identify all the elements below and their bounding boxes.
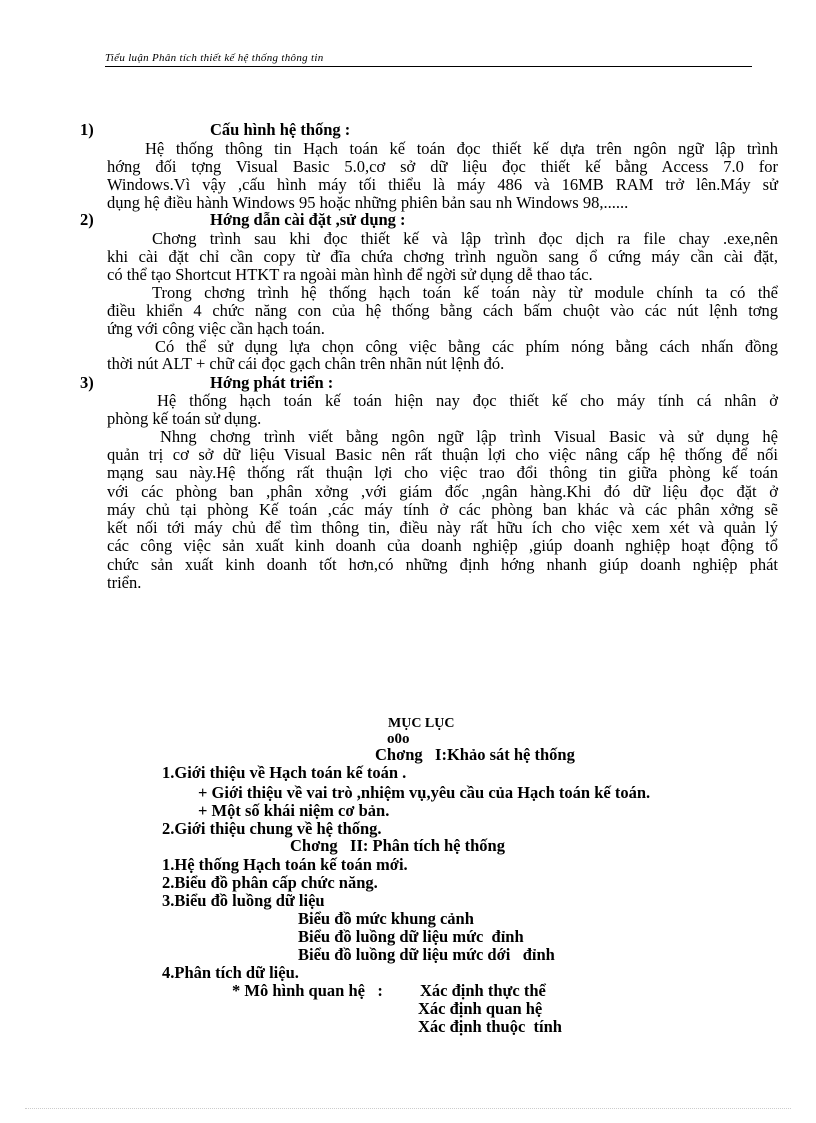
paragraph-line: chức sản xuất kinh doanh tốt hơn,có những định hớng nhanh giúp doanh nghiệp phát xyxy=(107,555,778,574)
toc-item: 2.Giới thiệu chung về hệ thống. xyxy=(162,819,382,838)
paragraph-line: Nhng chơng trình viết bằng ngôn ngữ lập trình Visual Basic và sử dụng hệ xyxy=(160,427,778,446)
paragraph-line: các công việc sản xuất kinh doanh của doanh nghiệp ,giúp doanh nghiệp hoạt động tổ xyxy=(107,536,778,555)
paragraph-line: Hệ thống hạch toán kế toán hiện nay đọc thiết kế cho máy tính cá nhân ở xyxy=(157,391,778,410)
section-title: Hớng phát triển : xyxy=(210,373,334,392)
toc-subitem: * Mô hình quan hệ : xyxy=(232,981,383,1000)
toc-subitem: Xác định thực thể xyxy=(420,981,546,1000)
toc-subitem: + Một số khái niệm cơ bản. xyxy=(198,801,390,820)
paragraph-line: thời nút ALT + chữ cái đọc gạch chân trên nhãn nút lệnh đó. xyxy=(107,354,505,373)
toc-title: MỤC LỤC xyxy=(388,716,455,731)
toc-subitem: + Giới thiệu về vai trò ,nhiệm vụ,yêu cầu của Hạch toán kế toán. xyxy=(198,783,651,802)
section-title: Hớng dẫn cài đặt ,sử dụng : xyxy=(210,210,406,229)
toc-item: 1.Hệ thống Hạch toán kế toán mới. xyxy=(162,855,408,874)
section-title: Cấu hình hệ thống : xyxy=(210,120,351,139)
paragraph-line: Trong chơng trình hệ thống hạch toán kế toán này từ module chính ta có thể xyxy=(152,283,778,302)
paragraph-line: Windows.Vì vậy ,cấu hình máy tối thiểu là máy 486 và 16MB RAM trở lên.Máy sử xyxy=(107,175,778,194)
paragraph-line: triển. xyxy=(107,573,142,592)
paragraph-line: kết nối tới máy chủ để tìm thông tin, điều này rất hữu ích cho việc xem xét và quản lý xyxy=(107,518,778,537)
page-footer-rule xyxy=(25,1108,791,1109)
paragraph-line: khi cài đặt chỉ cần copy từ đĩa chứa chơng trình nguồn sang ổ cứng máy cần cài đặt, xyxy=(107,247,778,266)
section-number: 2) xyxy=(80,210,94,229)
paragraph-line: Có thể sử dụng lựa chọn công việc bằng các phím nóng bằng cách nhấn đồng xyxy=(155,337,778,356)
toc-item: 4.Phân tích dữ liệu. xyxy=(162,963,299,982)
toc-chapter: Chơng I:Khảo sát hệ thống xyxy=(375,745,575,764)
header-rule xyxy=(105,66,752,67)
paragraph-line: quản trị cơ sở dữ liệu Visual Basic nên rất thuận lợi cho việc nâng cấp hệ thống để nối xyxy=(107,445,778,464)
paragraph-line: điều khiển 4 chức năng con của hệ thống bằng cách bấm chuột vào các nút lệnh tơng xyxy=(107,301,778,320)
paragraph-line: phòng kế toán sử dụng. xyxy=(107,409,262,428)
paragraph-line: Hệ thống thông tin Hạch toán kế toán đọc thiết kế dựa trên ngôn ngữ lập trình xyxy=(145,139,778,158)
toc-subitem: Biểu đồ luồng dữ liệu mức đỉnh xyxy=(298,927,524,946)
toc-chapter: Chơng II: Phân tích hệ thống xyxy=(290,836,505,855)
toc-item: 3.Biểu đồ luồng dữ liệu xyxy=(162,891,325,910)
paragraph-line: hớng đối tợng Visual Basic 5.0,cơ sở dữ liệu đọc thiết kế bằng Access 7.0 for xyxy=(107,157,778,176)
toc-item: 1.Giới thiệu về Hạch toán kế toán . xyxy=(162,763,407,782)
paragraph-line: có thể tạo Shortcut HTKT ra ngoài màn hình để ngời sử dụng dễ thao tác. xyxy=(107,265,593,284)
toc-subitem: Biểu đồ mức khung cảnh xyxy=(298,909,474,928)
paragraph-line: máy chủ tại phòng Kế toán ,các máy tính ở các phòng ban khác và các phân xởng sẽ xyxy=(107,500,778,519)
toc-item: 2.Biểu đồ phân cấp chức năng. xyxy=(162,873,378,892)
paragraph-line: mạng sau này.Hệ thống rất thuận lợi cho việc trao đổi thông tin giữa phòng kế toán xyxy=(107,463,778,482)
section-number: 3) xyxy=(80,373,94,392)
paragraph-line: Chơng trình sau khi đọc thiết kế và lập trình đọc dịch ra file chay .exe,nên xyxy=(152,229,778,248)
toc-subitem: Xác định thuộc tính xyxy=(418,1017,562,1036)
toc-subitem: Xác định quan hệ xyxy=(418,999,543,1018)
paragraph-line: với các phòng ban ,phân xởng ,với giám đốc ,ngân hàng.Khi đó dữ liệu đọc đặt ở xyxy=(107,482,778,501)
paragraph-line: dụng hệ điều hành Windows 95 hoặc những phiên bản sau nh Windows 98,...... xyxy=(107,193,629,212)
section-number: 1) xyxy=(80,120,94,139)
toc-subitem: Biểu đồ luồng dữ liệu mức dới đỉnh xyxy=(298,945,555,964)
running-header: Tiểu luận Phân tích thiết kế hệ thống thông tin xyxy=(105,52,324,64)
paragraph-line: ứng với công việc cần hạch toán. xyxy=(107,319,325,338)
toc-ornament: o0o xyxy=(387,731,410,747)
